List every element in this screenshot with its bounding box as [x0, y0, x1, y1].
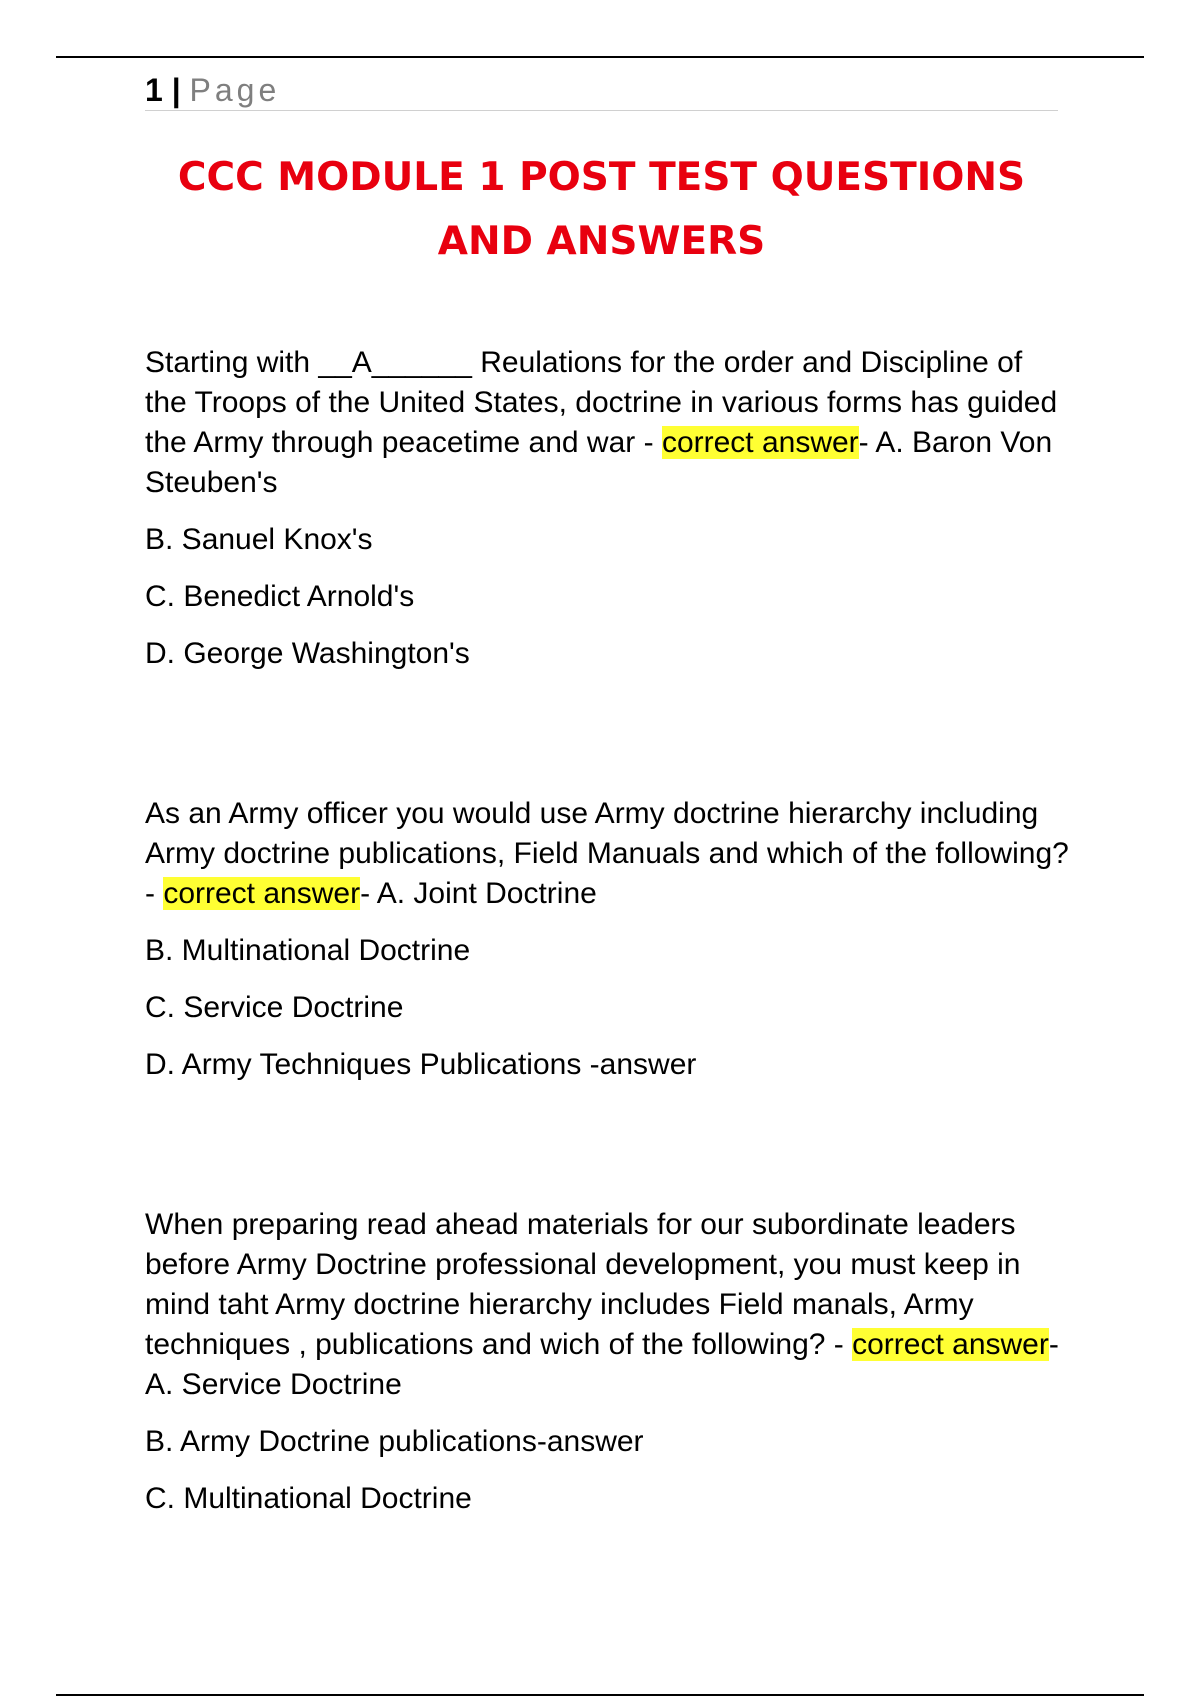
answer-text: - A. Joint Doctrine [360, 877, 597, 910]
question-block-3 [145, 1205, 1070, 1519]
option-c: C. Service Doctrine [145, 991, 404, 1024]
option-b: B. Army Doctrine publications-answer [145, 1425, 644, 1458]
question-stem: When preparing read ahead materials for our subordinate leaders before Army Doctrine professional development, you must keep in mind taht Army doctrine hierarchy includes Field manals, Army techniques , publications and wich of the following? - [145, 1208, 1021, 1361]
question-block-1 [145, 343, 1070, 674]
option-c: C. Multinational Doctrine [145, 1482, 472, 1515]
bottom-rule [56, 1694, 1144, 1696]
option-b: B. Multinational Doctrine [145, 934, 471, 967]
option-d: D. George Washington's [145, 637, 470, 670]
answer-text: - A. Service Doctrine [145, 1328, 1059, 1401]
option-d: D. Army Techniques Publications -answer [145, 1048, 697, 1081]
top-rule [56, 56, 1144, 58]
answer-text: - A. Baron Von Steuben's [145, 426, 1053, 499]
correct-answer-highlight: correct answer [163, 877, 361, 910]
question-block-2 [145, 794, 1070, 1085]
question-list [145, 343, 1070, 1639]
page-number: 1 [145, 72, 163, 108]
title-line-1: CCC MODULE 1 POST TEST QUESTIONS [177, 155, 1026, 200]
correct-answer-highlight: correct answer [852, 1328, 1049, 1361]
question-text [145, 794, 1070, 914]
page-header [145, 70, 1058, 111]
question-stem: As an Army officer you would use Army doctrine hierarchy including Army doctrine publications, Field Manuals and which of the following? - [145, 797, 1069, 910]
option-b: B. Sanuel Knox's [145, 523, 373, 556]
option-c: C. Benedict Arnold's [145, 580, 415, 613]
title-line-2: AND ANSWERS [437, 219, 766, 264]
question-text [145, 343, 1070, 503]
page-label: Page [189, 72, 281, 108]
page-separator: | [171, 72, 181, 108]
question-text [145, 1205, 1070, 1405]
document-title [145, 146, 1058, 274]
question-stem: Starting with __A______ Reulations for the order and Discipline of the Troops of the United States, doctrine in various forms has guided the Army through peacetime and war - [145, 346, 1058, 459]
correct-answer-highlight: correct answer [661, 426, 859, 459]
